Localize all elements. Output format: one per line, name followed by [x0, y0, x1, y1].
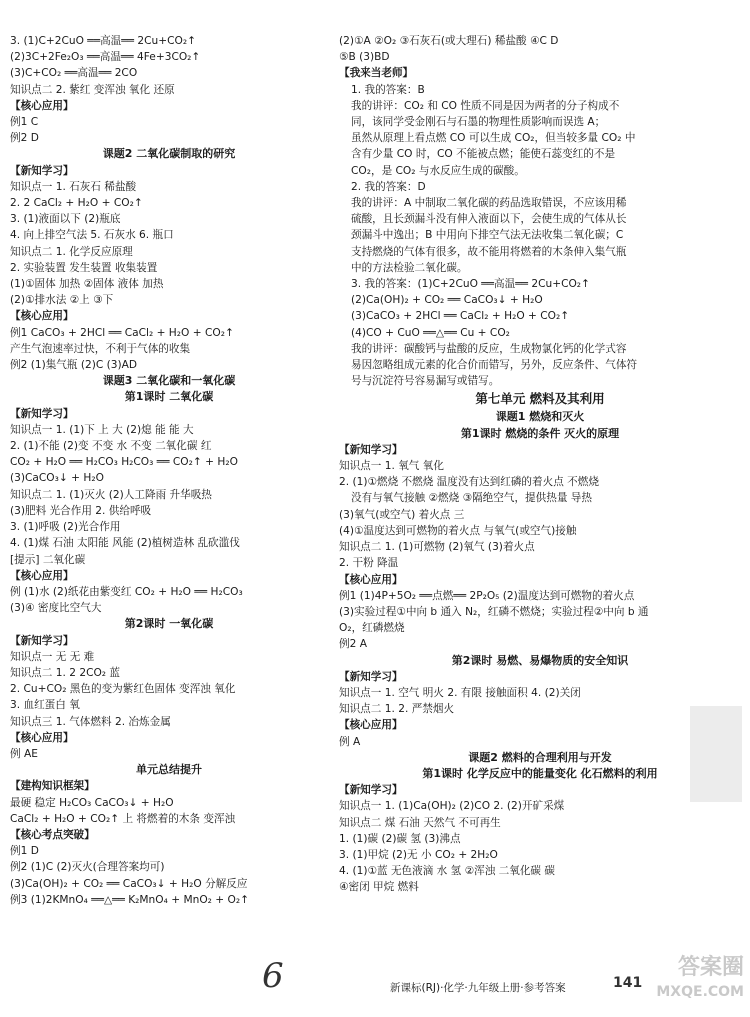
text-line: 知识点二 1. 2. 严禁烟火: [339, 703, 455, 716]
lesson-title: 第1课时 燃烧的条件 灭火的原理: [460, 426, 620, 440]
lesson-title: 课题2 二氧化碳制取的研究: [102, 147, 236, 161]
text-line: (3)CaCO₃↓ + H₂O: [10, 472, 104, 485]
text-line: 中的方法检验二氧化碳。: [351, 261, 468, 274]
text-line: ④密闭 甲烷 燃料: [339, 881, 419, 894]
text-line: (2)①排水法 ②上 ③下: [10, 294, 114, 307]
lesson-title: 单元总结提升: [136, 763, 202, 777]
text-line: 例 AE: [10, 747, 38, 760]
text-line: 最硬 稳定 H₂CO₃ CaCO₃↓ + H₂O: [10, 796, 174, 809]
text-line: 没有与氧气接触 ②燃烧 ③隔绝空气，提供热量 导热: [351, 492, 592, 505]
text-line: (1)①固体 加热 ②固体 液体 加热: [10, 278, 164, 291]
watermark-logo: [648, 956, 744, 1012]
text-line: 例3 (1)2KMnO₄ ══△══ K₂MnO₄ + MnO₂ + O₂↑: [10, 893, 249, 906]
right-column: [339, 33, 741, 896]
text-line: 2. (1)不能 (2)变 不变 水 不变 二氧化碳 红: [10, 440, 212, 453]
text-line: (3)氧气(或空气) 着火点 三: [339, 508, 465, 521]
section-heading: 【核心应用】: [10, 569, 74, 582]
text-line: 例2 D: [10, 132, 39, 145]
text-line: 2. 我的答案：D: [351, 180, 426, 193]
text-line: ⑤B (3)BD: [339, 51, 390, 64]
lesson-title: 第七单元 燃料及其利用: [475, 391, 605, 407]
text-line: 3. 我的答案：(1)C+2CuO ══高温══ 2Cu+CO₂↑: [351, 278, 590, 291]
text-line: 硫酸，且长颈漏斗没有伸入液面以下，会使生成的气体从长: [351, 213, 627, 226]
text-line: 知识点一 无 无 难: [10, 650, 95, 663]
scan-artifact: [690, 706, 742, 802]
text-line: 号与沉淀符号容易漏写或错写。: [351, 375, 500, 388]
text-line: 知识点一 1. 空气 明火 2. 有限 接触面积 4. (2)关闭: [339, 686, 581, 699]
watermark-line1: 答案圈: [677, 955, 744, 980]
section-heading: 【新知学习】: [339, 784, 403, 797]
text-line: 虽然从原理上看点燃 CO 可以生成 CO₂，但当较多量 CO₂ 中: [351, 132, 636, 145]
left-column: [10, 33, 328, 908]
text-line: 知识点一 1. 氧气 氧化: [339, 460, 444, 473]
text-line: 1. 我的答案：B: [351, 83, 425, 96]
section-heading: 【核心应用】: [10, 731, 74, 744]
text-line: 4. (1)①蓝 无色液滴 水 氢 ②浑浊 二氧化碳 碳: [339, 865, 555, 878]
section-heading: 【新知学习】: [339, 443, 403, 456]
text-line: (3)④ 密度比空气大: [10, 602, 102, 615]
text-line: 知识点一 1. 石灰石 稀盐酸: [10, 180, 137, 193]
lesson-title: 课题1 燃烧和灭火: [495, 410, 585, 424]
text-line: 2. 实验装置 发生装置 收集装置: [10, 261, 158, 274]
text-line: 3. (1)甲烷 (2)无 小 CO₂ + 2H₂O: [339, 848, 498, 861]
lesson-title: 第2课时 易燃、易爆物质的安全知识: [451, 653, 629, 667]
text-line: CO₂，是 CO₂ 与水反应生成的碳酸。: [351, 164, 525, 177]
text-line: 知识点三 1. 气体燃料 2. 冶炼金属: [10, 715, 171, 728]
text-line: 同，该同学受金刚石与石墨的物理性质影响而误选 A；: [351, 116, 606, 129]
text-line: 2. 2 CaCl₂ + H₂O + CO₂↑: [10, 197, 143, 210]
text-line: 产生气泡速率过快，不利于气体的收集: [10, 342, 191, 355]
watermark-line2: MXQE.COM: [656, 984, 744, 1000]
text-line: 含有少量 CO 时，CO 不能被点燃；能使石蕊变红的不是: [351, 148, 616, 161]
text-line: 易因忽略组成元素的化合价而错写，另外，反应条件、气体符: [351, 359, 638, 372]
text-line: 知识点二 1. 2 2CO₂ 蓝: [10, 666, 121, 679]
text-line: 知识点二 1. (1)灭火 (2)人工降雨 升华吸热: [10, 488, 212, 501]
text-line: (3)实验过程①中向 b 通入 N₂，红磷不燃烧；实验过程②中向 b 通: [339, 605, 649, 618]
section-heading: 【新知学习】: [10, 407, 74, 420]
text-line: 知识点二 1. 化学反应原理: [10, 245, 133, 258]
text-line: 例1 D: [10, 845, 39, 858]
text-line: 2. (1)①燃烧 不燃烧 温度没有达到红磷的着火点 不燃烧: [339, 476, 599, 489]
text-line: (3)C+CO₂ ══高温══ 2CO: [10, 67, 138, 80]
text-line: 3. 血红蛋白 氧: [10, 699, 80, 712]
text-line: 例1 (1)4P+5O₂ ══点燃══ 2P₂O₅ (2)温度达到可燃物的着火点: [339, 589, 635, 602]
section-heading: 【核心应用】: [339, 719, 403, 732]
page-number: 141: [613, 975, 643, 991]
section-heading: 【核心应用】: [10, 99, 74, 112]
section-heading: 【新知学习】: [10, 164, 74, 177]
section-heading: 【建构知识框架】: [10, 780, 95, 793]
text-line: (3)CaCO₃ + 2HCl ══ CaCl₂ + H₂O + CO₂↑: [351, 310, 570, 323]
lesson-title: 课题2 燃料的合理利用与开发: [468, 750, 612, 764]
section-heading: 【新知学习】: [10, 634, 74, 647]
text-line: 3. (1)呼吸 (2)光合作用: [10, 521, 121, 534]
text-line: 我的讲评：碳酸钙与盐酸的反应，生成物氯化钙的化学式容: [351, 342, 627, 355]
text-line: 知识点一 1. (1)Ca(OH)₂ (2)CO 2. (2)开矿采煤: [339, 800, 565, 813]
text-line: 例1 CaCO₃ + 2HCl ══ CaCl₂ + H₂O + CO₂↑: [10, 326, 234, 339]
section-heading: 【我来当老师】: [339, 67, 414, 80]
text-line: 1. (1)碳 (2)碳 氢 (3)沸点: [339, 832, 461, 845]
lesson-title: 第1课时 二氧化碳: [124, 390, 214, 404]
text-line: 例 A: [339, 735, 361, 748]
text-line: 知识点一 1. (1)下 上 大 (2)熄 能 能 大: [10, 423, 194, 436]
handwritten-mark: 6: [262, 956, 284, 996]
text-line: (4)①温度达到可燃物的着火点 与氧气(或空气)接触: [339, 524, 577, 537]
text-line: 2. Cu+CO₂ 黑色的变为紫红色固体 变浑浊 氧化: [10, 683, 236, 696]
text-line: 例2 A: [339, 638, 367, 651]
section-heading: 【新知学习】: [339, 670, 403, 683]
page-footer: 新课标(RJ)·化学·九年级上册·参考答案: [390, 982, 566, 994]
text-line: 3. (1)C+2CuO ══高温══ 2Cu+CO₂↑: [10, 35, 196, 47]
text-line: 例2 (1)C (2)灭火(合理答案均可): [10, 861, 165, 874]
text-line: (2)①A ②O₂ ③石灰石(或大理石) 稀盐酸 ④C D: [339, 35, 559, 47]
text-line: 4. 向上排空气法 5. 石灰水 6. 瓶口: [10, 229, 174, 242]
text-line: 3. (1)液面以下 (2)瓶底: [10, 213, 121, 226]
text-line: (4)CO + CuO ══△══ Cu + CO₂: [351, 326, 510, 339]
text-line: 知识点二 2. 紫红 变浑浊 氧化 还原: [10, 83, 175, 96]
section-heading: 【核心应用】: [339, 573, 403, 586]
text-line: 例2 (1)集气瓶 (2)C (3)AD: [10, 359, 138, 372]
text-line: 例 (1)水 (2)纸花由紫变红 CO₂ + H₂O ══ H₂CO₃: [10, 585, 243, 598]
lesson-title: 课题3 二氧化碳和一氧化碳: [102, 374, 236, 388]
text-line: 支持燃烧的气体有很多，故不能用将燃着的木条伸入集气瓶: [351, 245, 627, 258]
section-heading: 【核心考点突破】: [10, 828, 95, 841]
text-line: 我的讲评：A 中制取二氧化碳的药品选取错误，不应该用稀: [351, 197, 627, 210]
text-line: 2. 干粉 降温: [339, 557, 399, 570]
text-line: (2)Ca(OH)₂ + CO₂ ══ CaCO₃↓ + H₂O: [351, 294, 543, 307]
text-line: 颈漏斗中逸出；B 中用向下排空气法无法收集二氧化碳；C: [351, 229, 624, 242]
text-line: O₂，红磷燃烧: [339, 622, 405, 635]
text-line: 4. (1)煤 石油 太阳能 风能 (2)植树造林 乱砍滥伐: [10, 537, 240, 550]
text-line: 知识点二 1. (1)可燃物 (2)氧气 (3)着火点: [339, 541, 535, 554]
text-line: [提示] 二氧化碳: [10, 553, 86, 566]
lesson-title: 第2课时 一氧化碳: [124, 617, 214, 631]
text-line: 我的讲评：CO₂ 和 CO 性质不同是因为两者的分子构成不: [351, 99, 620, 112]
text-line: (3)肥料 光合作用 2. 供给呼吸: [10, 504, 152, 517]
text-line: 例1 C: [10, 116, 39, 129]
text-line: (2)3C+2Fe₂O₃ ══高温══ 4Fe+3CO₂↑: [10, 51, 201, 64]
text-line: CaCl₂ + H₂O + CO₂↑ 上 将燃着的木条 变浑浊: [10, 812, 236, 825]
section-heading: 【核心应用】: [10, 310, 74, 323]
text-line: 知识点二 煤 石油 天然气 不可再生: [339, 816, 501, 829]
text-line: (3)Ca(OH)₂ + CO₂ ══ CaCO₃↓ + H₂O 分解反应: [10, 877, 248, 890]
text-line: CO₂ + H₂O ══ H₂CO₃ H₂CO₃ ══ CO₂↑ + H₂O: [10, 456, 238, 469]
lesson-title: 第1课时 化学反应中的能量变化 化石燃料的利用: [422, 766, 658, 780]
